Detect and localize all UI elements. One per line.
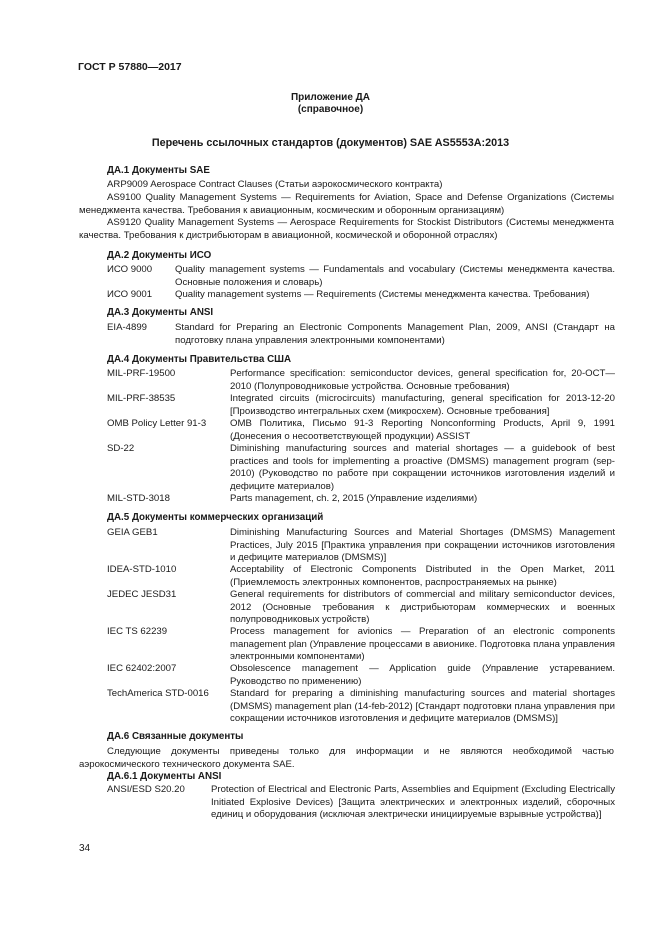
standard-description: Standard for Preparing an Electronic Components Management Plan, 2009, ANSI (Стандарт на подготовку плана управления электронными компонентами)	[175, 322, 615, 346]
section-heading-ansi: ДА.3 Документы ANSI	[107, 307, 214, 318]
standard-description: Performance specification: semiconductor devices, general specification for, 20-OCT—2010 (Полупроводниковые устройства. Основные требования)	[230, 368, 615, 392]
section-heading-iso: ДА.2 Документы ИСО	[107, 250, 212, 261]
standard-code: EIA-4899	[107, 322, 148, 333]
section-heading-usgov: ДА.4 Документы Правительства США	[107, 354, 292, 365]
sae-paragraph-2-text: AS9100 Quality Management Systems — Requirements for Aviation, Space and Defense Organizations (Системы менеджмента качества. Требования к авиационным, космическим и оборонным организациям)	[79, 192, 614, 216]
page-number: 34	[79, 843, 91, 854]
subsection-heading-ansi: ДА.6.1 Документы ANSI	[107, 771, 222, 782]
standard-description: Standard for preparing a diminishing manufacturing sources and material shortages (DMSMS) management plan (14-feb-2012) [Стандарт подготовки плана управления при сокращении источников изготовления и дефиците материалов (DMSMS)]	[230, 688, 615, 725]
sae-paragraph-2	[79, 192, 614, 217]
standard-description: Quality management systems — Fundamentals and vocabulary (Системы менеджмента качества. Основные положения и словарь)	[175, 264, 615, 288]
standard-description: ОМВ Политика, Письмо 91-3 Reporting Nonconforming Products, April 9, 1991 (Донесения о несоответствующей продукции) ASSIST	[230, 418, 615, 442]
standard-description: Quality management systems — Requirements (Системы менеджмента качества. Требования)	[175, 289, 590, 300]
sae-paragraph-1-text: ARP9009 Aerospace Contract Clauses (Статьи аэрокосмического контракта)	[107, 179, 443, 190]
standard-description: Diminishing Manufacturing Sources and Material Shortages (DMSMS) Management Practices, July 2015 [Практика управления при сокращении источников изготовления и дефиците материалов (DMSMS)]	[230, 527, 615, 564]
standard-code: JEDEC JESD31	[107, 589, 177, 600]
standard-code: IEC 62402:2007	[107, 663, 177, 674]
section-heading-related: ДА.6 Связанные документы	[107, 731, 244, 742]
standard-code: MIL-PRF-19500	[107, 368, 176, 379]
standard-description: General requirements for distributors of commercial and military semiconductor devices, 2012 (Основные требования к дистрибьюторам коммерческих и военных полупроводниковых устройств)	[230, 589, 615, 626]
standard-code: TechAmerica STD-0016	[107, 688, 209, 699]
standard-description: Integrated circuits (microcircuits) manufacturing, general specification for 2013-12-20 [Производство интегральных схем (микросхем). Основные требования]	[230, 393, 615, 417]
standard-description: Parts management, ch. 2, 2015 (Управление изделиями)	[230, 493, 478, 504]
standard-description: Process management for avionics — Preparation of an electronic components management plan (Управление процессами в авионике. Подготовка плана управления электронными компонентами)	[230, 626, 615, 663]
standard-code: MIL-STD-3018	[107, 493, 170, 504]
section-heading-sae: ДА.1 Документы SAE	[107, 165, 210, 176]
appendix-subtitle: (справочное)	[297, 104, 364, 115]
document-header: ГОСТ Р 57880—2017	[78, 61, 182, 73]
standard-code: IDEA-STD-1010	[107, 564, 177, 575]
sae-paragraph-3-text: AS9120 Quality Management Systems — Aerospace Requirements for Stockist Distributors (Системы менеджмента качества. Требования к дистрибьюторам в авиационной, космической и оборонной отраслях)	[79, 217, 614, 241]
related-intro-text: Следующие документы приведены только для информации и не являются необходимой частью аэрокосмического технического документа SAE.	[79, 746, 614, 770]
standard-code: ИСО 9000	[107, 264, 153, 275]
standard-code: MIL-PRF-38535	[107, 393, 176, 404]
standard-description: Obsolescence management — Application guide (Управление устареванием. Руководство по применению)	[230, 663, 615, 687]
standard-code: SD-22	[107, 443, 135, 454]
standard-description: Diminishing manufacturing sources and material shortages — a guidebook of best practices and tools for implementing a proactive (DMSMS) management program (sep-2010) (Руководство по работе при сокращении источников изготовления изделий и дефиците материалов)	[230, 443, 615, 492]
standard-description: Acceptability of Electronic Components Distributed in the Open Market, 2011 (Приемлемость электронных компонентов, распространяемых на рынке)	[230, 564, 615, 588]
sae-paragraph-3	[79, 217, 614, 242]
section-heading-commercial: ДА.5 Документы коммерческих организаций	[107, 512, 324, 523]
appendix-title: Приложение ДА	[290, 92, 371, 103]
standard-code: ИСО 9001	[107, 289, 153, 300]
related-intro	[79, 746, 614, 771]
standard-code: IEC TS 62239	[107, 626, 168, 637]
standard-description: Protection of Electrical and Electronic Parts, Assemblies and Equipment (Excluding Electrically Initiated Explosive Devices) [Защита электрических и электронных изделий, сборочных единиц и оборудования (исключая электрически инициируемые взрывные устройства)]	[211, 784, 615, 821]
standard-code: OMB Policy Letter 91-3	[107, 418, 207, 429]
main-title: Перечень ссылочных стандартов (документов) SAE AS5553A:2013	[151, 137, 510, 149]
standard-code: GEIA GEB1	[107, 527, 158, 538]
sae-paragraph-1	[79, 179, 614, 192]
standard-code: ANSI/ESD S20.20	[107, 784, 185, 795]
